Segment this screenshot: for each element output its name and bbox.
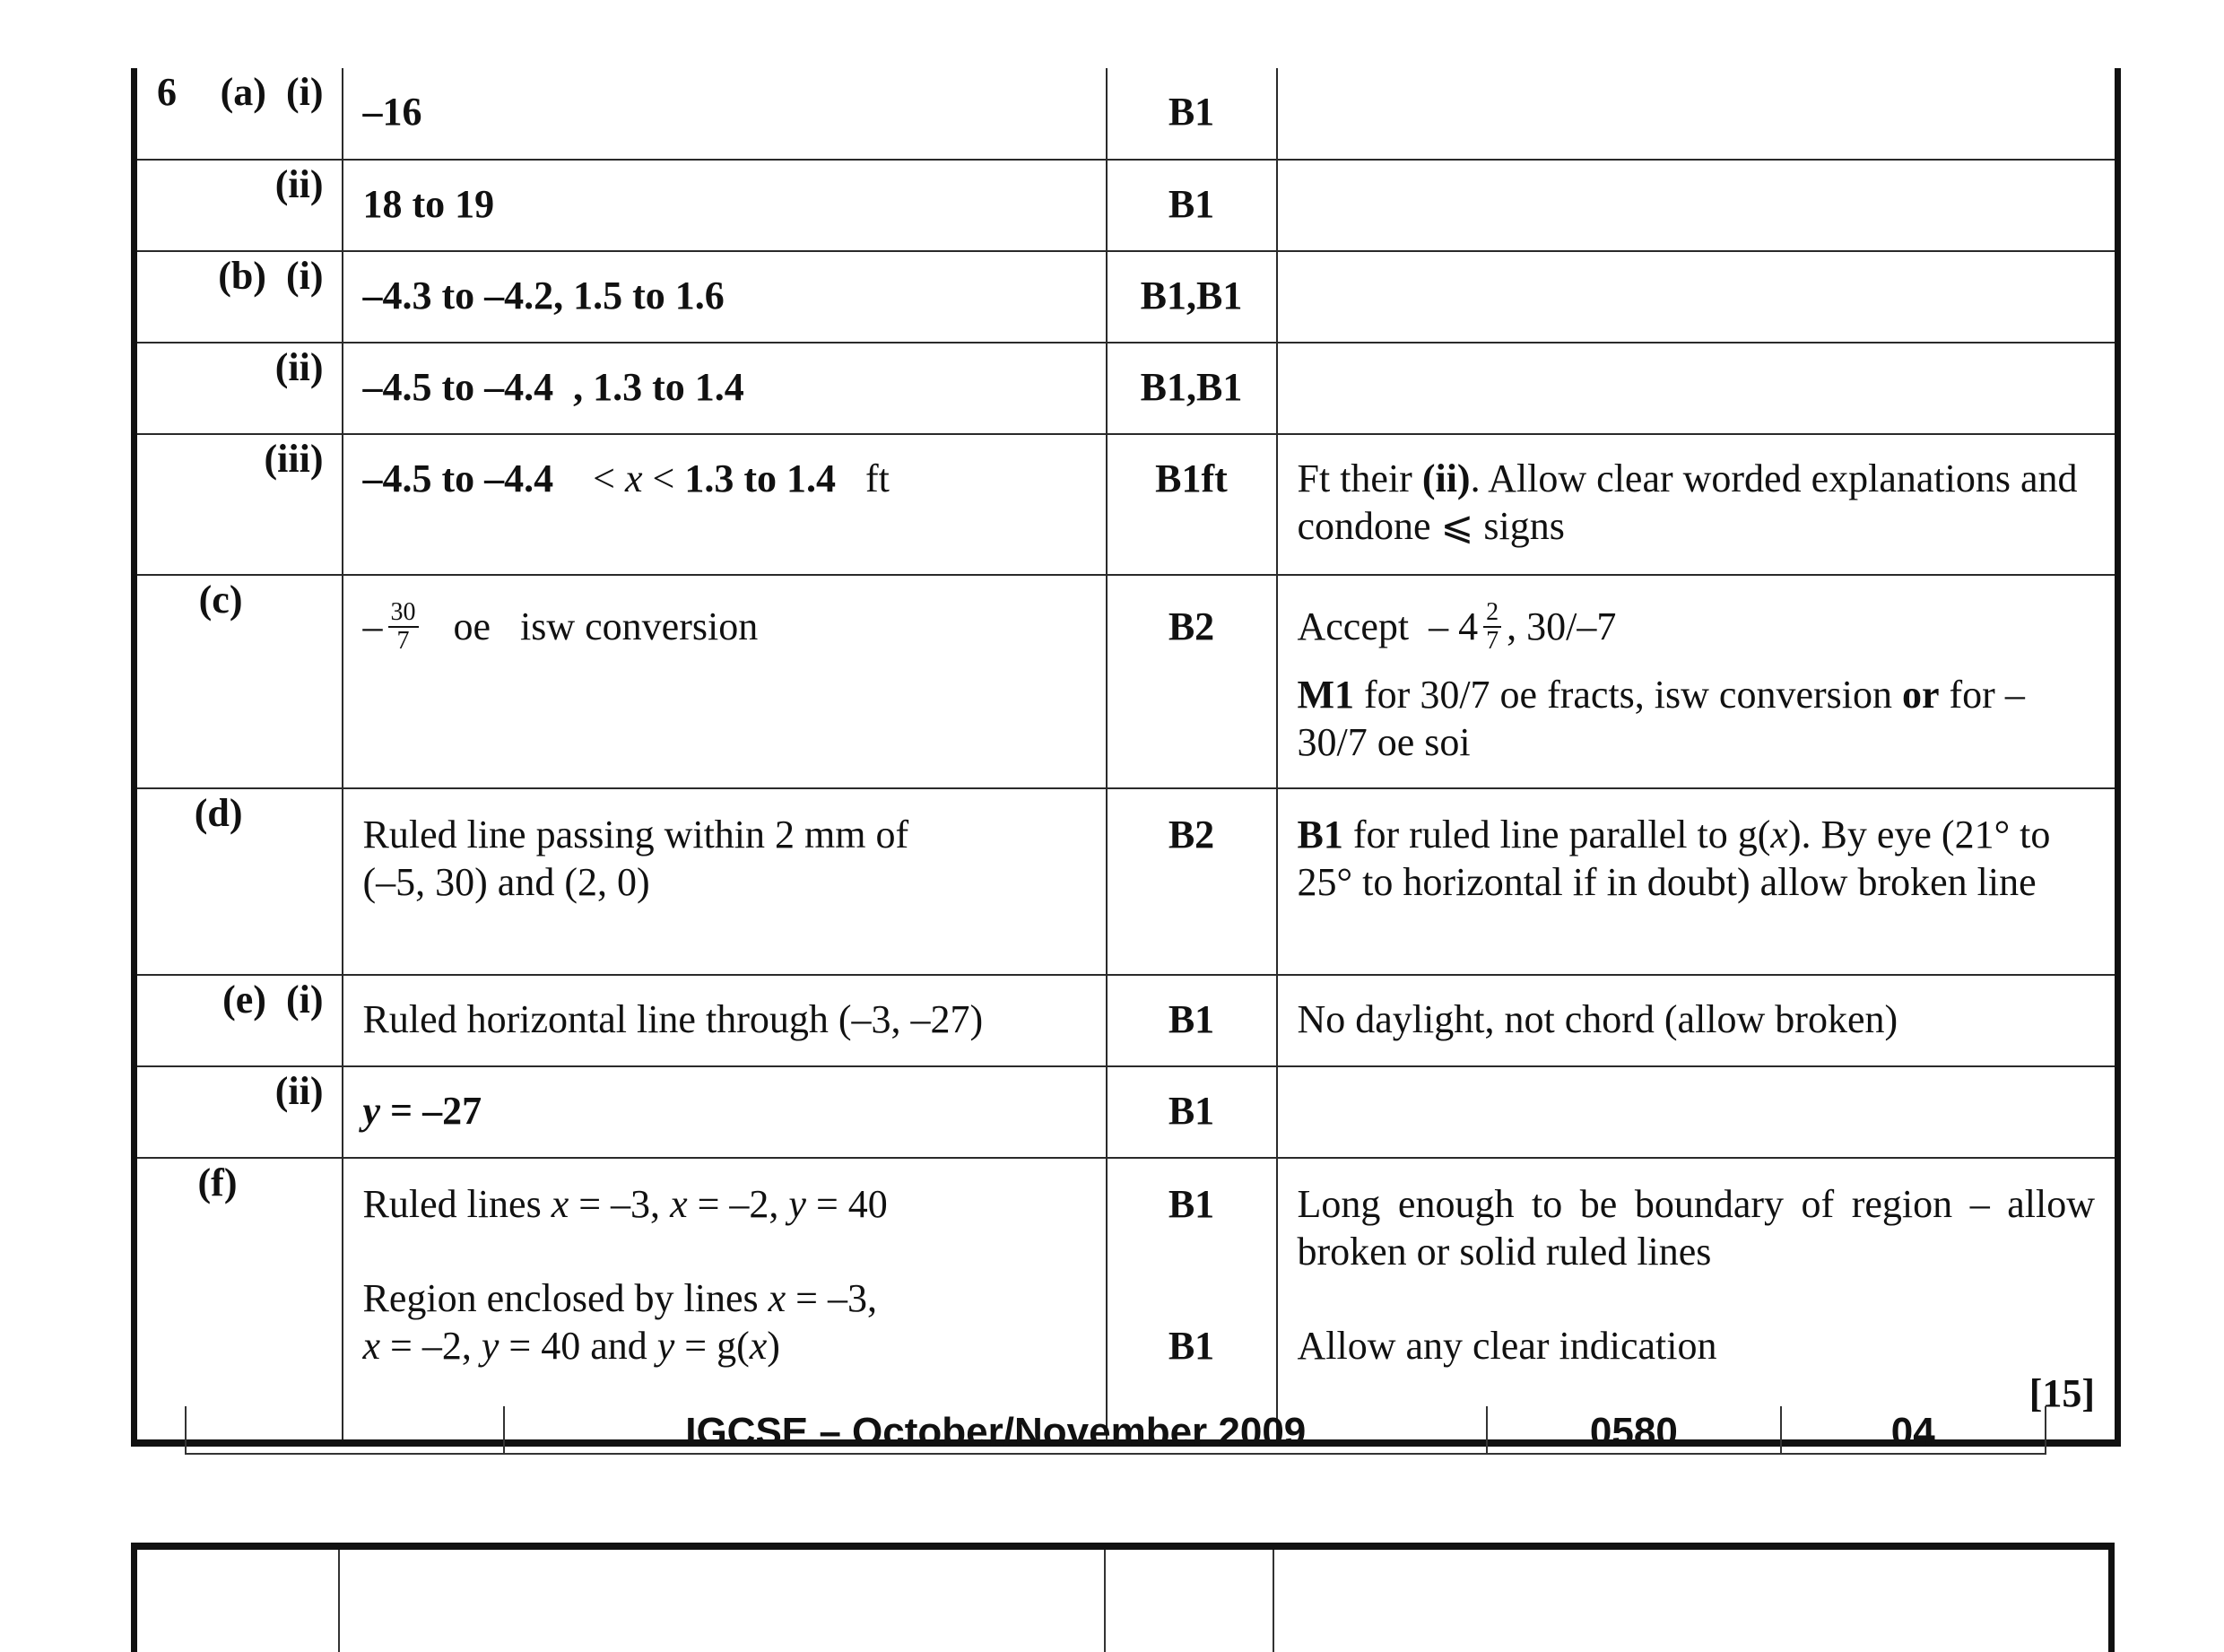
question-cell <box>135 975 343 1066</box>
guidance-cell <box>1277 251 2118 343</box>
answer-range-high: 1.3 to 1.4 <box>684 456 836 500</box>
answer-variable: x <box>624 456 643 500</box>
guidance-cell <box>1277 1158 2118 1443</box>
table-row <box>135 575 2118 788</box>
guidance-fraction: $\frac{2}{7}$ <box>1483 599 1501 655</box>
guidance-accept: Accept – 4 $\frac{2}{7}$ , 30/–7 <box>1297 598 1617 655</box>
question-cell <box>135 575 343 788</box>
question-part: (b) <box>218 254 266 298</box>
mark-text: B1 <box>1168 1324 1215 1368</box>
table-row <box>135 975 2118 1066</box>
question-subpart: (ii) <box>274 162 324 206</box>
answer-fraction <box>388 599 419 655</box>
answer-cell <box>343 343 1107 434</box>
answer-line: Ruled lines x = –3, x = –2, y = 40 <box>362 1182 888 1226</box>
mark-cell <box>1107 343 1277 434</box>
question-subpart: (i) <box>285 254 324 298</box>
answer-cell <box>343 434 1107 575</box>
column-divider <box>1273 1550 1274 1652</box>
mark-text: B1 <box>1168 1089 1215 1133</box>
header-exam: IGCSE – October/November 2009 <box>505 1406 1488 1453</box>
answer-range-low: –4.5 to –4.4 <box>362 456 554 500</box>
mark-text: B1,B1 <box>1140 365 1243 409</box>
mark-cell <box>1107 975 1277 1066</box>
answer-cell <box>343 575 1107 788</box>
answer-ft: ft <box>865 456 890 500</box>
header-syllabus: 0580 <box>1488 1406 1781 1453</box>
guidance-b1: B1 <box>1297 813 1343 856</box>
mark-scheme-table <box>131 68 2121 1447</box>
mark-text: B1 <box>1168 1182 1215 1226</box>
answer-text: –16 <box>362 90 422 134</box>
mark-cell <box>1107 434 1277 575</box>
mark-cell <box>1107 788 1277 975</box>
question-subpart: (ii) <box>274 1069 324 1113</box>
guidance-cell <box>1277 575 2118 788</box>
guidance-cell <box>1277 1066 2118 1158</box>
column-divider <box>1104 1550 1106 1652</box>
question-cell <box>135 434 343 575</box>
question-cell <box>135 343 343 434</box>
question-subpart: (i) <box>285 978 324 1022</box>
guidance-cell: B1 for ruled line parallel to g(x). By eye (21° to 25° to horizontal if in doubt) allow broken line <box>1277 788 2118 975</box>
table-row <box>135 68 2118 160</box>
answer-variable: y <box>362 1089 381 1133</box>
column-divider <box>338 1550 340 1652</box>
guidance-text: . Allow clear worded explanations and condone ⩽ signs <box>1297 456 2078 548</box>
answer-text: = –27 <box>380 1089 482 1133</box>
answer-inequality: < <box>642 456 685 500</box>
answer-cell <box>343 251 1107 343</box>
mark-text: B2 <box>1168 604 1215 648</box>
table-row <box>135 788 2118 975</box>
question-part: (a) <box>220 70 266 114</box>
header-blank-cell <box>187 1406 505 1453</box>
table-row <box>135 1158 2118 1443</box>
answer-cell <box>343 160 1107 251</box>
answer-cell <box>343 975 1107 1066</box>
answer-cell <box>343 788 1107 975</box>
answer-line: Ruled line passing within 2 mm of <box>362 813 909 856</box>
next-page-table-top <box>131 1543 2115 1652</box>
guidance-ref: (ii) <box>1421 456 1471 500</box>
question-cell <box>135 68 343 160</box>
question-subpart: (i) <box>285 70 324 114</box>
table-row <box>135 251 2118 343</box>
guidance-cell <box>1277 434 2118 575</box>
mark-text: B1ft <box>1155 456 1228 500</box>
answer-inequality: < <box>583 456 625 500</box>
guidance-cell <box>1277 160 2118 251</box>
answer-minus: – <box>362 604 383 649</box>
answer-cell <box>343 1158 1107 1443</box>
mark-cell <box>1107 1158 1277 1443</box>
guidance-text: Ft their <box>1297 456 1422 500</box>
guidance-cell <box>1277 343 2118 434</box>
mark-text: B1 <box>1168 997 1215 1041</box>
mark-text: B2 <box>1168 813 1215 856</box>
guidance-text: Allow any clear indication <box>1297 1324 1717 1368</box>
question-cell <box>135 1158 343 1443</box>
mark-cell <box>1107 1066 1277 1158</box>
page-header-bar <box>185 1406 2046 1455</box>
question-number: 6 <box>157 70 177 114</box>
answer-line: x = –2, y = 40 and y = g(x) <box>362 1324 780 1368</box>
mark-cell <box>1107 251 1277 343</box>
question-part: (c) <box>198 578 243 622</box>
answer-cell <box>343 68 1107 160</box>
question-cell <box>135 1066 343 1158</box>
question-total: [15] <box>2029 1371 2095 1415</box>
question-subpart: (ii) <box>274 345 324 389</box>
question-part: (e) <box>222 978 266 1022</box>
table-row <box>135 1066 2118 1158</box>
question-cell <box>135 251 343 343</box>
header-paper: 04 <box>1890 1410 1935 1453</box>
guidance-m1: M1 for 30/7 oe fracts, isw conversion or for –30/7 oe soi <box>1297 673 2025 764</box>
fraction-denominator: 7 <box>396 627 410 655</box>
question-cell <box>135 160 343 251</box>
guidance-text: No daylight, not chord (allow broken) <box>1297 997 1898 1041</box>
question-part: (f) <box>197 1161 238 1204</box>
answer-text: –4.3 to –4.2, 1.5 to 1.6 <box>362 274 725 317</box>
mark-cell <box>1107 68 1277 160</box>
mark-text: B1,B1 <box>1140 274 1243 317</box>
question-part: (d) <box>194 791 243 835</box>
fraction-numerator: 30 <box>388 599 419 628</box>
mark-text: B1 <box>1168 90 1215 134</box>
table-row <box>135 343 2118 434</box>
mark-text: B1 <box>1168 182 1215 226</box>
answer-text: Ruled horizontal line through (–3, –27) <box>362 997 984 1041</box>
table-row <box>135 434 2118 575</box>
guidance-cell <box>1277 68 2118 160</box>
answer-text: 18 to 19 <box>362 182 495 226</box>
answer-line: Region enclosed by lines x = –3, <box>362 1276 877 1320</box>
question-subpart: (iii) <box>264 437 324 481</box>
answer-text: –4.5 to –4.4 , 1.3 to 1.4 <box>362 365 744 409</box>
table-row <box>135 160 2118 251</box>
mark-cell <box>1107 575 1277 788</box>
question-cell <box>135 788 343 975</box>
answer-cell <box>343 1066 1107 1158</box>
answer-line: (–5, 30) and (2, 0) <box>362 860 650 904</box>
guidance-text: Long enough to be boundary of region – allow broken or solid ruled lines <box>1297 1182 2095 1274</box>
guidance-cell <box>1277 975 2118 1066</box>
answer-text: oe isw conversion <box>453 604 759 649</box>
mark-cell <box>1107 160 1277 251</box>
